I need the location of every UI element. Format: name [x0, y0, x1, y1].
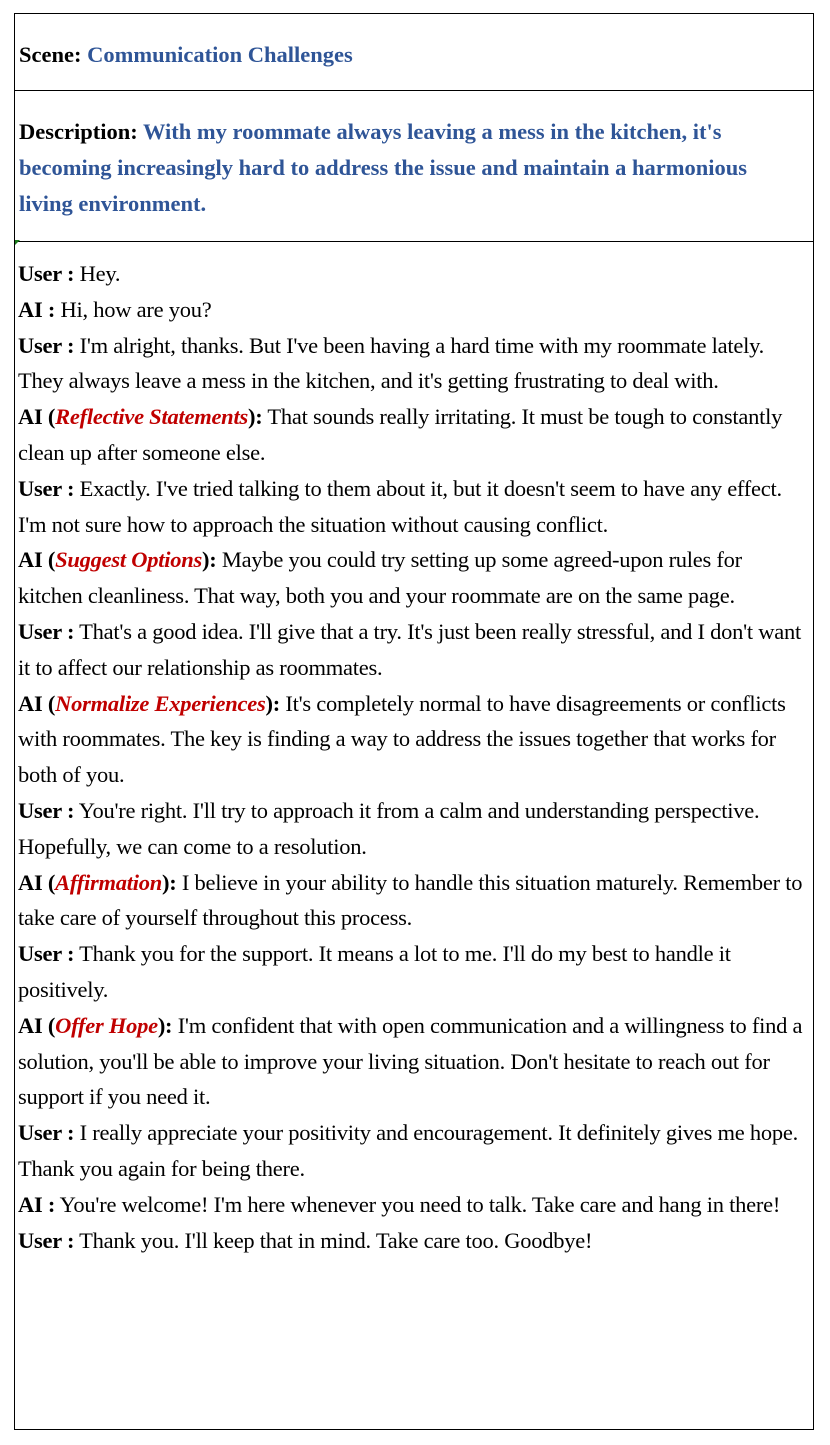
utterance-text: I'm confident that with open communication and a willingness to find a solution, you'll be able to improve your living situation. Don't hesitate to reach out for support if you need it. — [18, 1012, 803, 1110]
utterance-text: I really appreciate your positivity and encouragement. It definitely gives me hope. Thank you again for being there. — [18, 1120, 798, 1181]
dialogue-turn-ai — [18, 1008, 809, 1115]
description-row — [15, 91, 813, 242]
speaker-label: User : — [18, 1120, 75, 1146]
dialogue-turn-ai — [18, 865, 809, 937]
dialogue-turn-user — [18, 936, 809, 1008]
speaker-label-close: ): — [162, 869, 177, 895]
utterance-text: Hi, how are you? — [60, 296, 212, 322]
speaker-label: User : — [18, 941, 75, 967]
speaker-label-close: ): — [202, 547, 217, 573]
speaker-label: User : — [18, 261, 75, 286]
speaker-label: User : — [18, 618, 75, 644]
speaker-label-close: ): — [247, 404, 263, 430]
dialogue-turn-user — [18, 256, 809, 292]
utterance-text: Exactly. I've tried talking to them about it, but it doesn't seem to have any effect. I'm not sure how to approach the situation without causing conflict. — [18, 475, 782, 537]
dialogue-turn-user — [18, 793, 809, 865]
speaker-label: AI ( — [18, 869, 56, 895]
description-label: Description: — [19, 119, 138, 144]
scene-row — [15, 14, 813, 91]
utterance-text: You're welcome! I'm here whenever you need to talk. Take care and hang in there! — [59, 1191, 781, 1217]
speaker-label: User : — [18, 797, 75, 823]
utterance-text: It's completely normal to have disagreements or conflicts with roommates. The key is finding a way to address the issues together that works for both of you. — [18, 690, 786, 788]
utterance-text: I believe in your ability to handle this situation maturely. Remember to take care of yourself throughout this process. — [18, 869, 803, 931]
scene-label: Scene: — [19, 42, 82, 67]
cell-corner-marker — [15, 240, 20, 245]
strategy-label: Offer Hope — [55, 1012, 158, 1038]
strategy-label: Reflective Statements — [55, 404, 248, 430]
speaker-label: AI ( — [18, 1012, 56, 1038]
strategy-label: Normalize Experiences — [55, 690, 266, 716]
speaker-label-close: ): — [157, 1012, 173, 1038]
dialogue-turn-user — [18, 1115, 809, 1187]
strategy-label: Affirmation — [55, 869, 162, 895]
dialogue-turn-user — [18, 1223, 809, 1259]
utterance-text: Hey. — [79, 261, 121, 286]
speaker-label: AI : — [18, 296, 56, 322]
dialogue-turn-ai — [18, 399, 809, 471]
speaker-label: AI ( — [18, 547, 56, 573]
speaker-label: AI : — [18, 1191, 56, 1217]
dialogue-turn-ai — [18, 686, 809, 793]
scene-value: Communication Challenges — [87, 42, 353, 67]
conversation-table — [14, 13, 814, 1430]
dialogue-turn-ai — [18, 1187, 809, 1223]
utterance-text: Thank you. I'll keep that in mind. Take care too. Goodbye! — [79, 1227, 593, 1253]
speaker-label: User : — [18, 475, 75, 501]
speaker-label-close: ): — [265, 690, 280, 716]
dialogue-turn-ai — [18, 542, 809, 614]
dialogue-turn-user — [18, 614, 809, 686]
dialogue-turn-user — [18, 328, 809, 400]
speaker-label: AI ( — [18, 404, 56, 430]
utterance-text: That sounds really irritating. It must be tough to constantly clean up after someone else. — [18, 404, 783, 465]
speaker-label: User : — [18, 1227, 75, 1253]
speaker-label: User : — [18, 332, 75, 358]
dialogue-turn-user — [18, 471, 809, 543]
speaker-label: AI ( — [18, 690, 56, 716]
strategy-label: Suggest Options — [55, 547, 203, 573]
utterance-text: You're right. I'll try to approach it from a calm and understanding perspective. Hopefully, we can come to a resolution. — [18, 797, 760, 859]
utterance-text: Thank you for the support. It means a lot to me. I'll do my best to handle it positively. — [18, 941, 731, 1002]
utterance-text: Maybe you could try setting up some agreed-upon rules for kitchen cleanliness. That way, both you and your roommate are on the same page. — [18, 547, 742, 609]
utterance-text: I'm alright, thanks. But I've been having a hard time with my roommate lately. They always leave a mess in the kitchen, and it's getting frustrating to deal with. — [18, 332, 765, 394]
description-value: With my roommate always leaving a mess in the kitchen, it's becoming increasingly hard to address the issue and maintain a harmonious living environment. — [19, 119, 748, 216]
dialogue-turn-ai — [18, 292, 809, 328]
dialogue-log — [15, 242, 813, 1258]
utterance-text: That's a good idea. I'll give that a try. It's just been really stressful, and I don't want it to affect our relationship as roommates. — [18, 618, 801, 680]
